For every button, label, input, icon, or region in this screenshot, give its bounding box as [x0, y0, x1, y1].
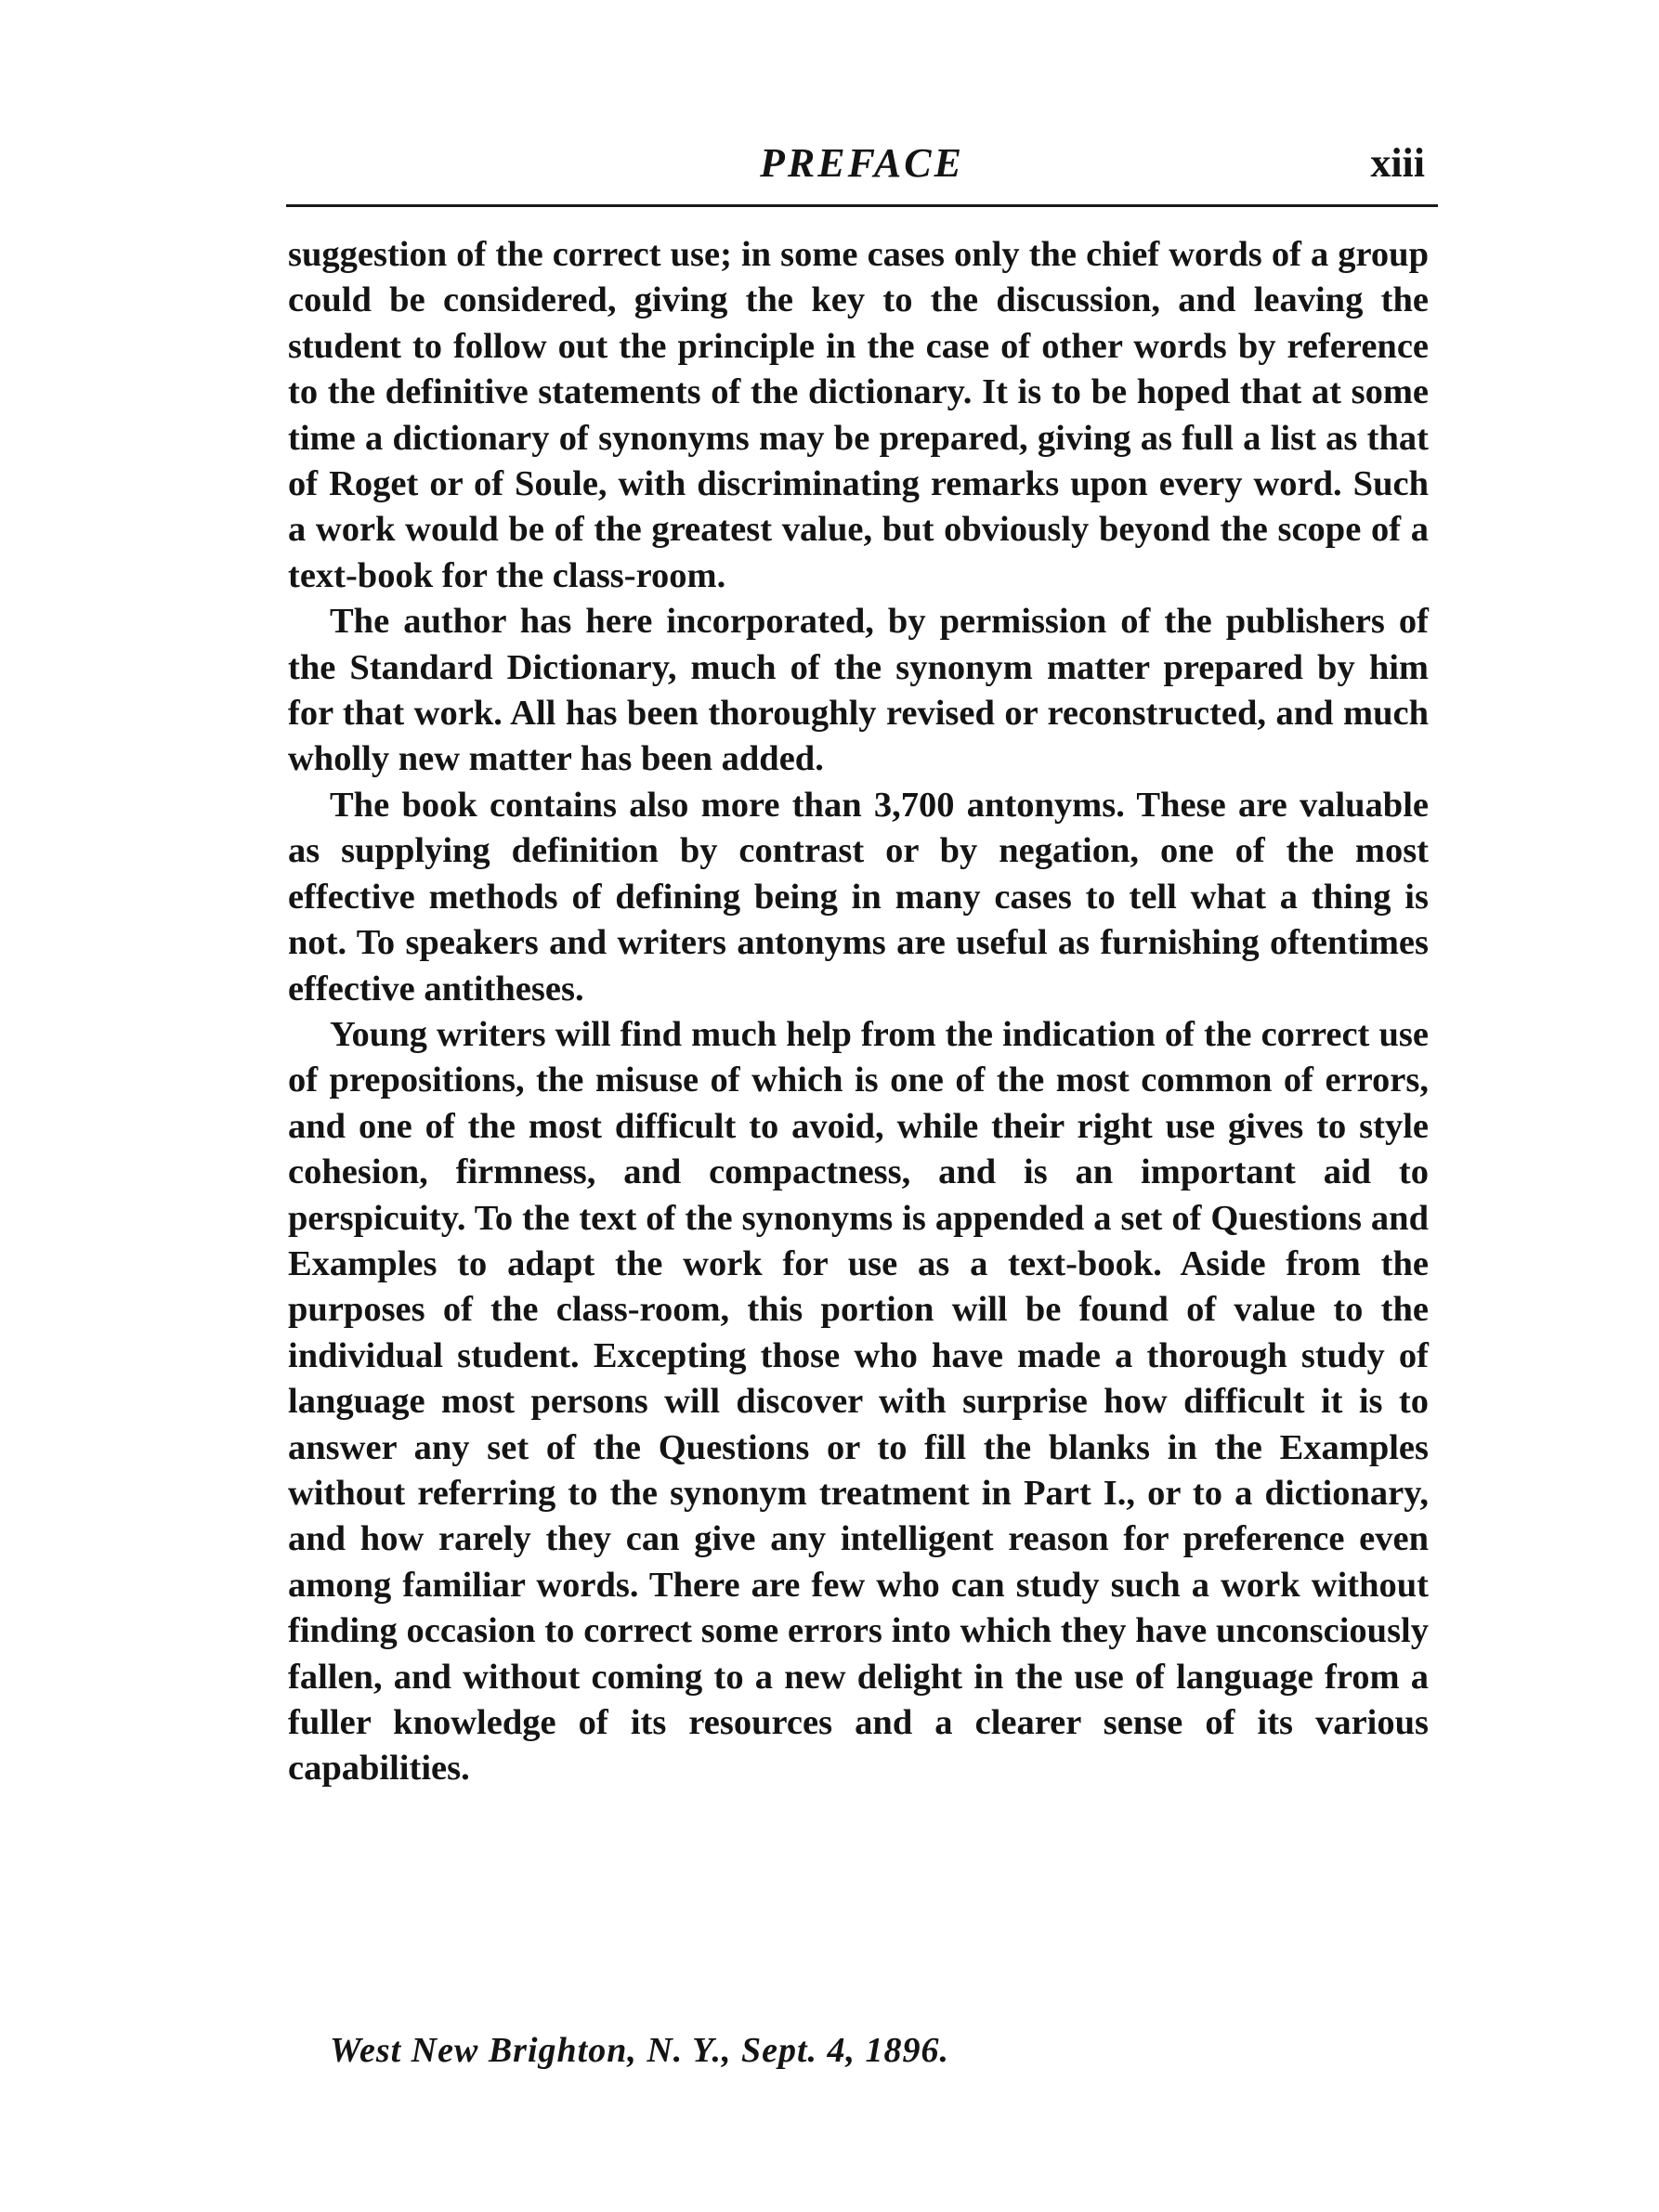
- paragraph: Young writers will find much help from the indication of the correct use of prepositions, the misuse of which is one of the most common of errors, and one of the most difficult to avoid, while their right use gives to style cohesion, firmness, and compactness, and is an important aid to perspicuity. To the text of the synonyms is appended a set of Questions and Examples to adapt the work for use as a text-book. Aside from the purposes of the class-room, this portion will be found of value to the individual student. Excepting those who have made a thorough study of language most persons will discover with surprise how difficult it is to answer any set of the Questions or to fill the blanks in the Examples without referring to the synonym treatment in Part I., or to a dictionary, and how rarely they can give any intelligent reason for preference even among familiar words. There are few who can study such a work without finding occasion to correct some errors into which they have unconsciously fallen, and without coming to a new delight in the use of language from a fuller knowledge of its resources and a clearer sense of its various capabilities.: [288, 1014, 1429, 1789]
- preface-body: [288, 232, 1429, 1792]
- header-rule: [286, 204, 1438, 207]
- page-number: xiii: [1370, 140, 1425, 186]
- running-head: [286, 139, 1438, 204]
- paragraph: The author has here incorporated, by permission of the publishers of the Standard Dictionary, much of the synonym matter prepared by him for that work. All has been thoroughly revised or reconstructed, and much wholly new matter has been added.: [288, 602, 1429, 779]
- paragraph-continued: suggestion of the correct use; in some cases only the chief words of a group could be considered, giving the key to the discussion, and leaving the student to follow out the principle in the case of other words by reference to the definitive statements of the dictionary. It is to be hoped that at some time a dictionary of synonyms may be prepared, giving as full a list as that of Roget or of Soule, with discriminating remarks upon every word. Such a work would be of the greatest value, but obviously beyond the scope of a text-book for the class-room.: [288, 235, 1429, 595]
- place-and-date-signature: West New Brighton, N. Y., Sept. 4, 1896.: [330, 2031, 950, 2070]
- page-title: PREFACE: [760, 140, 964, 186]
- paragraph: The book contains also more than 3,700 antonyms. These are valuable as supplying definition by contrast or by negation, one of the most effective methods of defining being in many cases to tell what a thing is not. To speakers and writers antonyms are useful as furnishing oftentimes effective antitheses.: [288, 785, 1429, 1008]
